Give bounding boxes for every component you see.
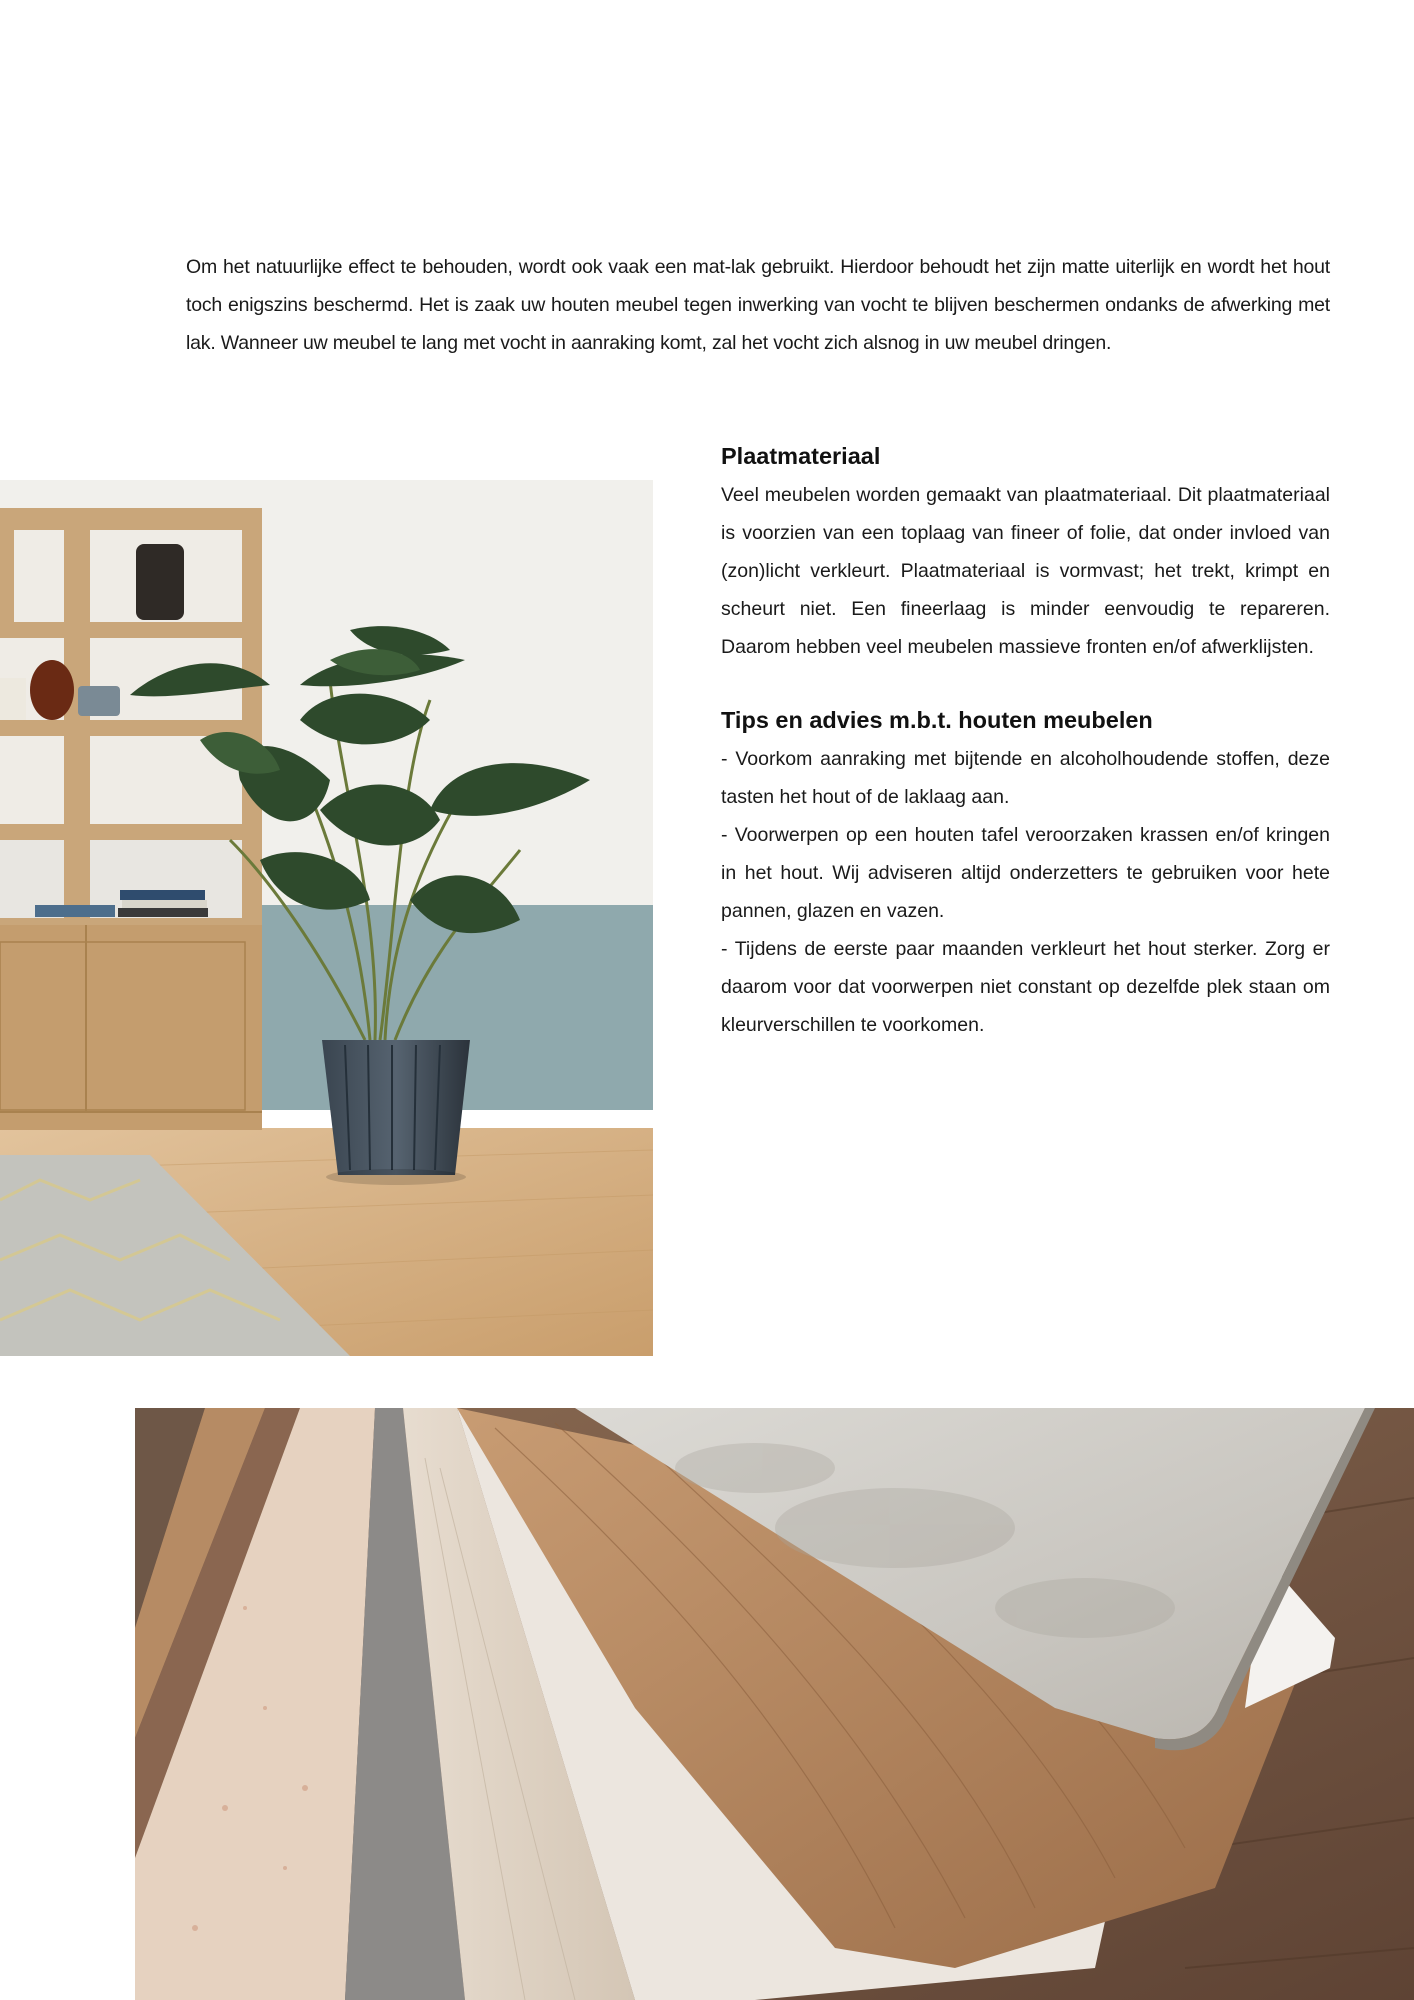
plaatmateriaal-body: Veel meubelen worden gemaakt van plaatmateriaal. Dit plaatmateriaal is voorzien van een toplaag van fineer of folie, dat onder invloed van (zon)licht verkleurt. Plaatmateriaal is vormvast; het trekt, krimpt en scheurt niet. Een fineerlaag is minder eenvoudig te repareren. Daarom hebben veel meubelen massieve fronten en/of afwerklijsten. [721, 484, 1330, 658]
tips-heading: Tips en advies m.b.t. houten meubelen [721, 707, 1153, 733]
plaatmateriaal-heading: Plaatmateriaal [721, 443, 881, 469]
material-swatches-photo [135, 1408, 1414, 2000]
right-column [721, 436, 1330, 1044]
tips-item: - Tijdens de eerste paar maanden verkleurt het hout sterker. Zorg er daarom voor dat voorwerpen niet constant op dezelfde plek staan om kleurverschillen te voorkomen. [721, 938, 1330, 1036]
tips-item: - Voorwerpen op een houten tafel veroorzaken krassen en/of kringen in het hout. Wij adviseren altijd onderzetters te gebruiken voor hete pannen, glazen en vazen. [721, 824, 1330, 922]
plaatmateriaal-section [721, 436, 1330, 666]
room-photo [0, 480, 653, 1356]
tips-section [721, 700, 1330, 1044]
intro-paragraph: Om het natuurlijke effect te behouden, wordt ook vaak een mat-lak gebruikt. Hierdoor behoudt het zijn matte uiterlijk en wordt het hout toch enigszins beschermd. Het is zaak uw houten meubel tegen inwerking van vocht te blijven beschermen ondanks de afwerking met lak. Wanneer uw meubel te lang met vocht in aanraking komt, zal het vocht zich alsnog in uw meubel dringen. [186, 256, 1330, 354]
tips-item: - Voorkom aanraking met bijtende en alcoholhoudende stoffen, deze tasten het hout of de laklaag aan. [721, 748, 1330, 808]
